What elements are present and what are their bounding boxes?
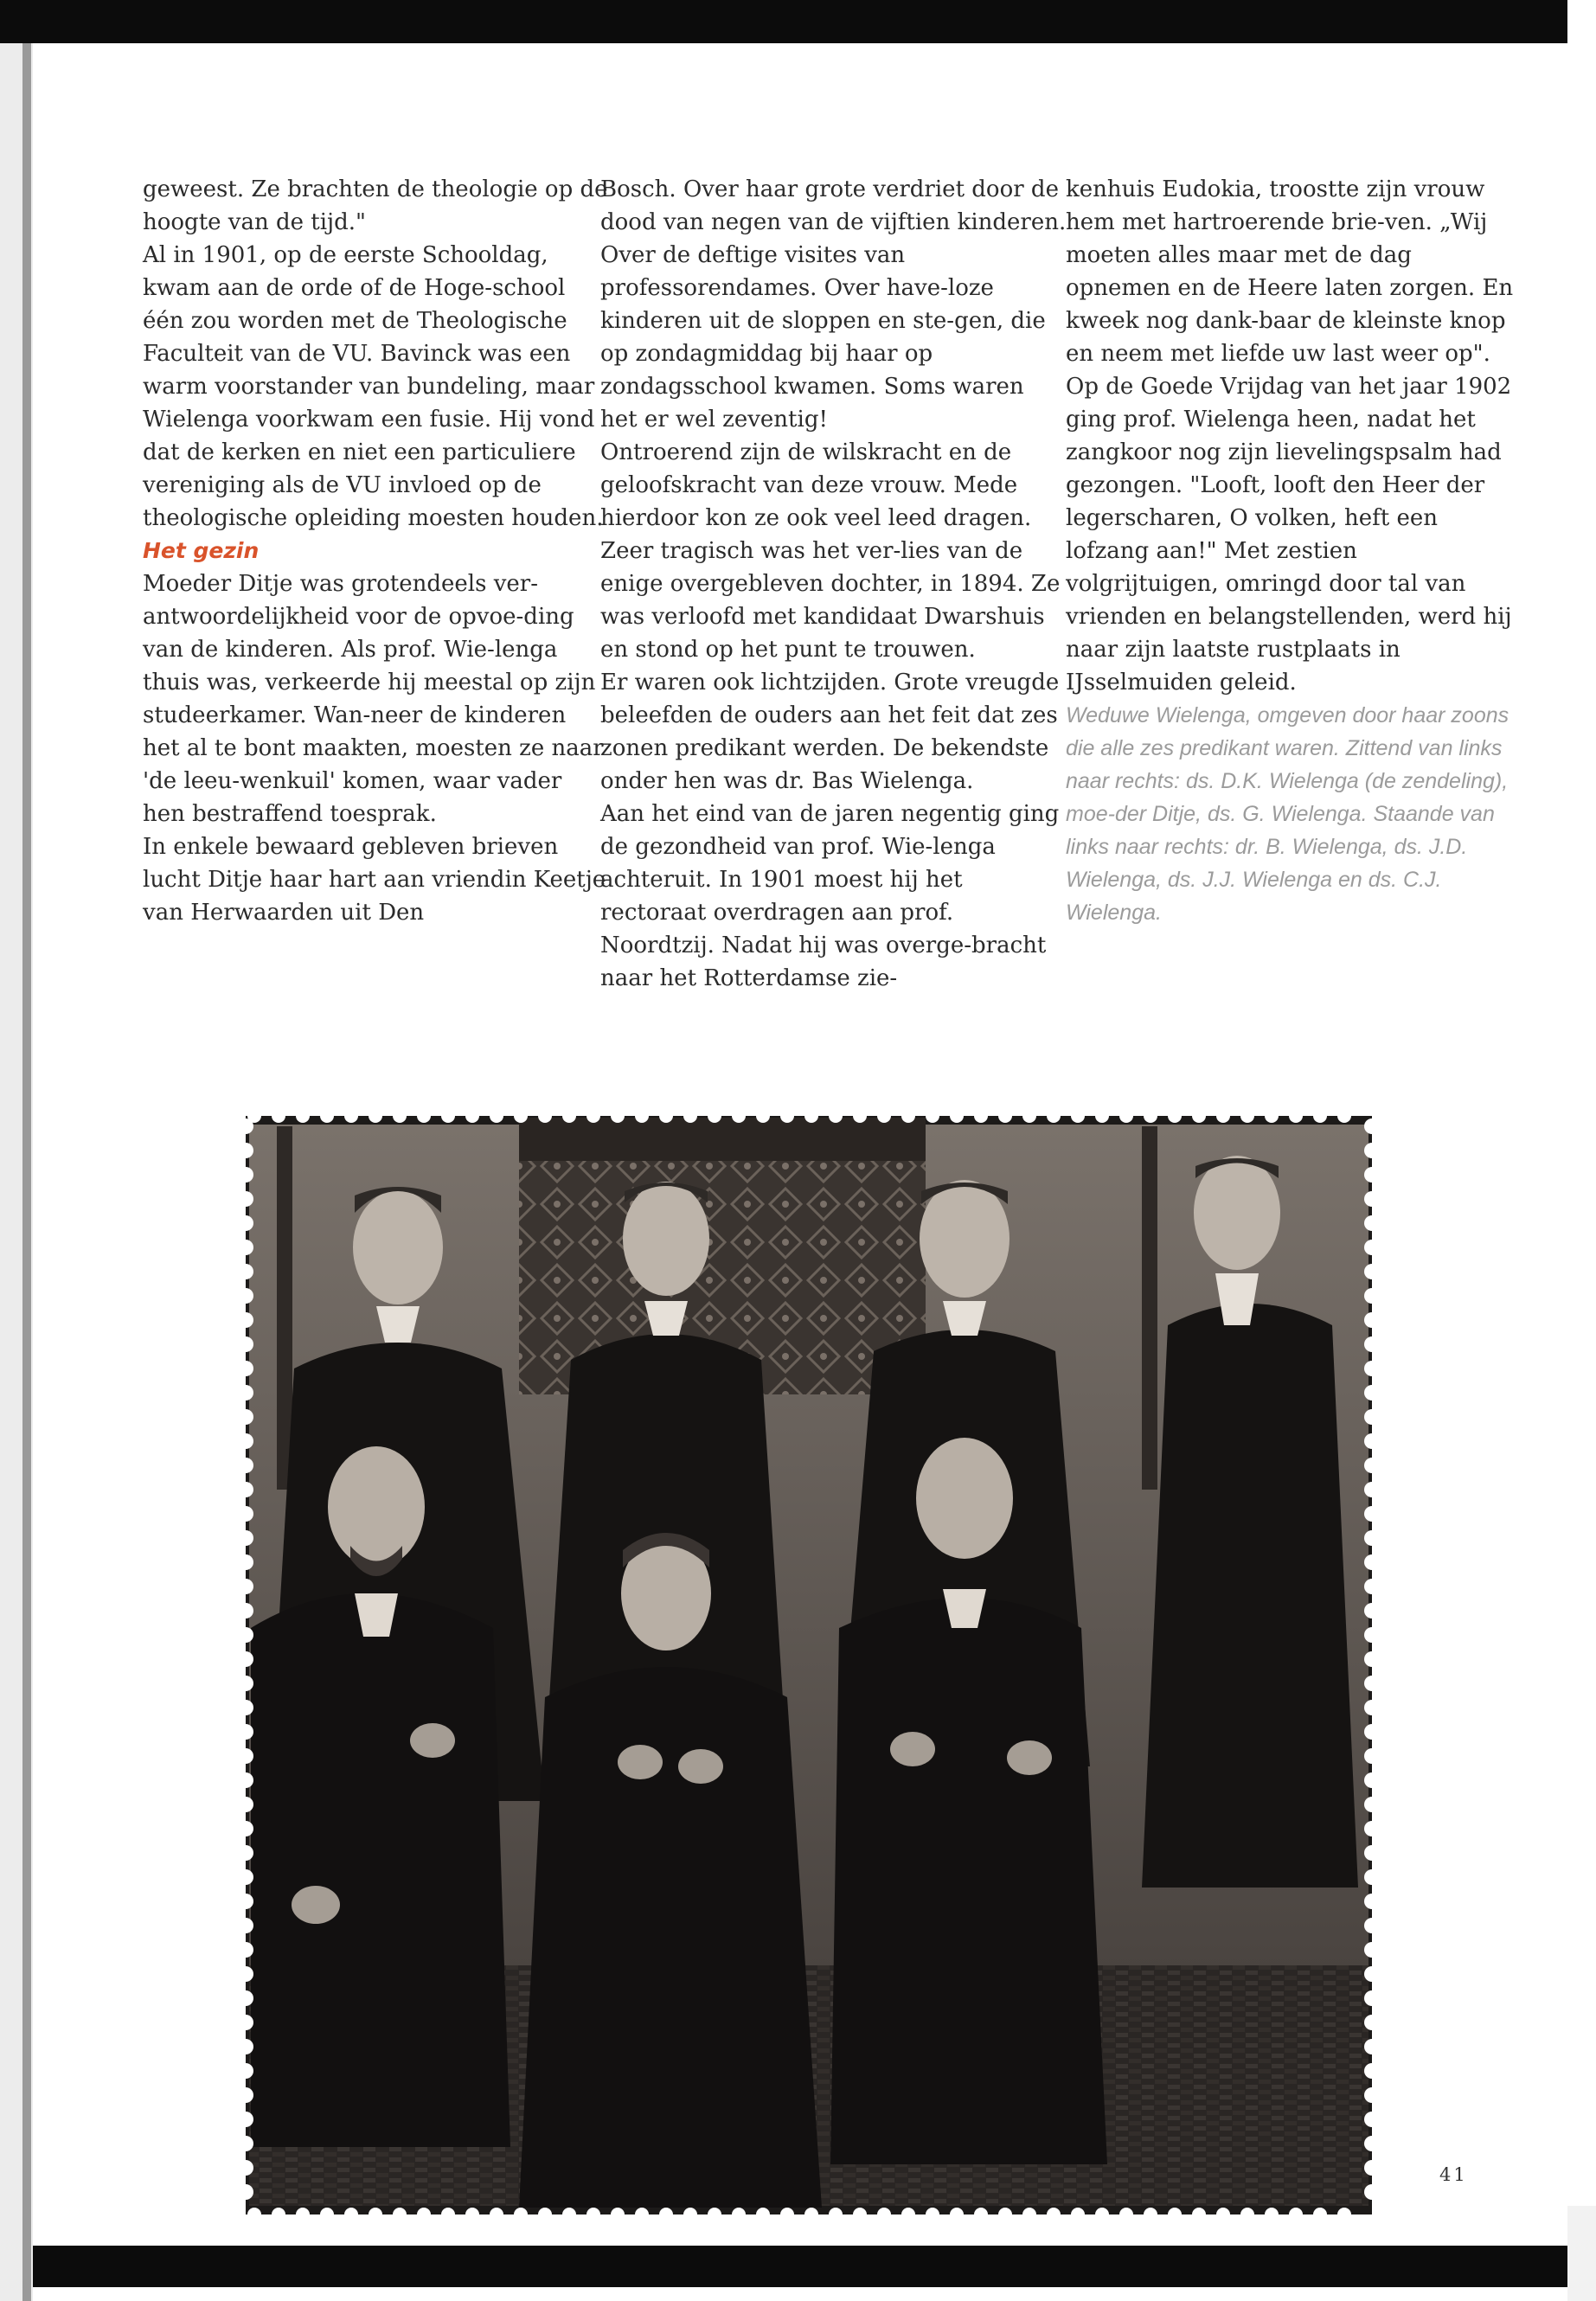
text-column-right (1066, 173, 1516, 929)
section-heading: Het gezin (143, 538, 260, 563)
page-number: 41 (1439, 2164, 1468, 2185)
paragraph: kenhuis Eudokia, troostte zijn vrouw hem met hartroerende brie-ven. „Wij moeten alles maar met de dag opnemen en de Heere laten zorgen. En kweek nog dank-baar de kleinste knop en neem met liefde uw last weer op". Op de Goede Vrijdag van het jaar 1902 ging prof. Wielenga heen, nadat het zangkoor nog zijn lievelingspsalm had gezongen. "Looft, looft den Heer der legerscharen, O volken, heft een lofzang aan!" Met zestien volgrijtuigen, omringd door tal van vrienden en belangstellenden, werd hij naar zijn laatste rustplaats in IJsselmuiden geleid. (1066, 176, 1514, 695)
family-photo (234, 1109, 1384, 2221)
scan-edge-right (1567, 2206, 1596, 2301)
paragraph: Moeder Ditje was grotendeels ver-antwoordelijkheid voor de opvoe-ding van de kinderen. Als prof. Wie-lenga thuis was, verkeerde hij meestal op zijn studeerkamer. Wan-neer de kinderen het al te bont maakten, moesten ze naar 'de leeu-wenkuil' komen, waar vader hen bestraffend toesprak. (143, 571, 604, 827)
photo-caption: Weduwe Wielenga, omgeven door haar zoons die alle zes predikant waren. Zittend van links naar rechts: ds. D.K. Wielenga (de zendeling), moe-der Ditje, ds. G. Wielenga. Staande van links naar rechts: dr. B. Wielenga, ds. J.D. Wielenga, ds. J.J. Wielenga en ds. C.J. Wielenga. (1066, 703, 1509, 925)
paragraph: Al in 1901, op de eerste Schooldag, kwam aan de orde of de Hoge-school één zou worden met de Theologische Faculteit van de VU. Bavinck was een warm voorstander van bundeling, maar Wielenga voorkwam een fusie. Hij vond dat de kerken en niet een particuliere vereniging als de VU invloed op de theologische opleiding moesten houden. (143, 242, 604, 531)
text-column-middle (600, 173, 1067, 995)
paragraph: Aan het eind van de jaren negentig ging de gezondheid van prof. Wie-lenga achteruit. In 1901 moest hij het rectoraat overdragen aan prof. Noordtzij. Nadat hij was overge-bracht naar het Rotterdamse zie- (600, 801, 1060, 991)
scan-edge-bottom (33, 2246, 1567, 2287)
paragraph: In enkele bewaard gebleven brieven lucht Ditje haar hart aan vriendin Keetje van Herwaarden uit Den (143, 834, 606, 926)
paragraph: Ontroerend zijn de wilskracht en de geloofskracht van deze vrouw. Mede hierdoor kon ze ook veel leed dragen. Zeer tragisch was het ver-lies van de enige overgebleven dochter, in 1894. Ze was verloofd met kandidaat Dwarshuis en stond op het punt te trouwen. (600, 439, 1061, 663)
paragraph: Er waren ook lichtzijden. Grote vreugde beleefden de ouders aan het feit dat zes zonen predikant werden. De bekendste onder hen was dr. Bas Wielenga. (600, 670, 1060, 794)
scan-edge-line (22, 0, 31, 2301)
text-column-left (143, 173, 610, 929)
paragraph: geweest. Ze brachten de theologie op de hoogte van de tijd." (143, 176, 608, 235)
paragraph: Bosch. Over haar grote verdriet door de dood van negen van de vijftien kinderen. Over de deftige visites van professorendames. Over have-loze kinderen uit de sloppen en ste-gen, die op zondagmiddag bij haar op zondagsschool kwamen. Soms waren het er wel zeventig! (600, 176, 1067, 433)
scan-edge-top (0, 0, 1567, 43)
